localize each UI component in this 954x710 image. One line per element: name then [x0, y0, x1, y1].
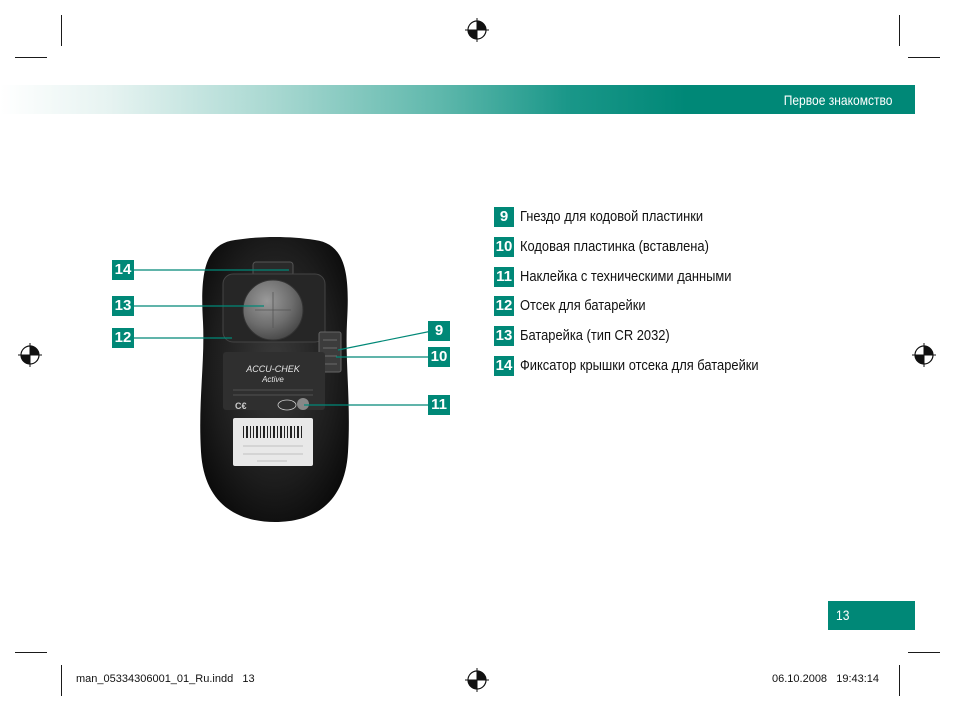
device-brand: ACCU-CHEK [246, 364, 300, 374]
legend-number: 14 [495, 356, 513, 374]
callout-13: 13 [112, 296, 134, 316]
callout-9: 9 [428, 321, 450, 341]
legend-label: Наклейка с техническими данными [520, 267, 732, 285]
legend-number: 13 [495, 327, 513, 345]
legend-number: 11 [494, 267, 514, 287]
legend-label: Фиксатор крышки отсека для батарейки [520, 356, 759, 374]
device-model: Active [262, 375, 284, 384]
legend-number: 12 [495, 297, 513, 315]
legend-label: Батарейка (тип CR 2032) [520, 327, 670, 345]
callout-11: 11 [428, 395, 450, 415]
callout-12: 12 [112, 328, 134, 348]
footer-filename: man_05334306001_01_Ru.indd 13 [76, 673, 255, 685]
section-title: Первое знакомство [783, 92, 892, 108]
legend-label: Гнездо для кодовой пластинки [520, 208, 704, 225]
legend-label: Отсек для батарейки [520, 297, 646, 315]
legend-label: Кодовая пластинка (вставлена) [520, 237, 709, 255]
legend-number: 10 [495, 237, 513, 255]
legend-number: 9 [494, 207, 514, 227]
ce-mark: C€ [235, 401, 247, 411]
page-number: 13 [836, 607, 850, 623]
callout-14: 14 [112, 260, 134, 280]
footer-datetime: 06.10.2008 19:43:14 [772, 673, 880, 685]
page-number-box [828, 601, 915, 630]
callout-10: 10 [428, 347, 450, 367]
